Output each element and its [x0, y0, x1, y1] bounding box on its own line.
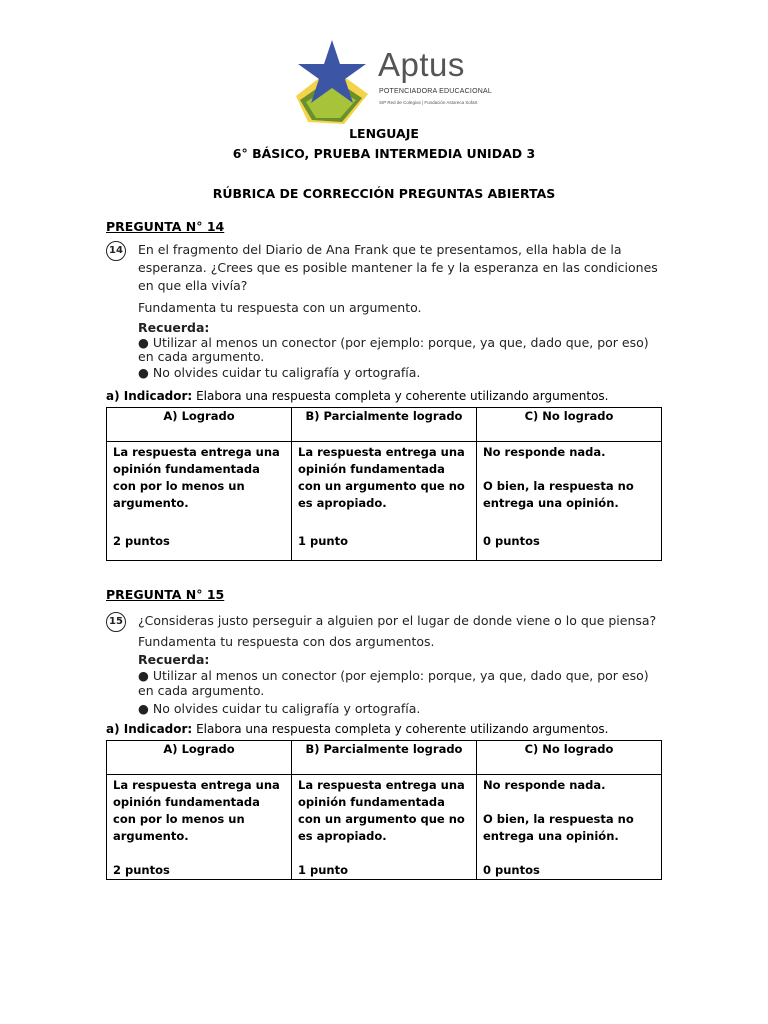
cell-description: La respuesta entrega una opinión fundamentada con por lo menos un argumento. — [113, 445, 280, 510]
indicator-label: a) Indicador: — [106, 389, 193, 403]
question-instruction: Fundamenta tu respuesta con un argumento. — [138, 300, 422, 315]
cell-no-logrado — [477, 442, 662, 561]
reminder-bullet-1-cont: en cada argumento. — [138, 349, 265, 364]
question-number-badge: 14 — [106, 241, 126, 261]
cell-points: 0 puntos — [483, 534, 540, 548]
reminder-bullet-1: ● Utilizar al menos un conector (por ejemplo: porque, ya que, dado que, por eso) — [138, 335, 649, 350]
cell-points: 2 puntos — [113, 863, 170, 877]
star-logo-icon — [286, 38, 378, 124]
table-header-row — [107, 741, 662, 775]
header-no-logrado: C) No logrado — [477, 408, 662, 442]
rubric-table-15 — [106, 740, 662, 880]
table-header-row — [107, 408, 662, 442]
header-logrado: A) Logrado — [107, 408, 292, 442]
cell-points: 2 puntos — [113, 534, 170, 548]
indicator-label: a) Indicador: — [106, 722, 193, 736]
header-parcialmente-logrado: B) Parcialmente logrado — [292, 741, 477, 775]
reminder-bullet-2: ● No olvides cuidar tu caligrafía y ortografía. — [138, 701, 421, 716]
recuerda-label: Recuerda: — [138, 320, 210, 335]
brand-subtag: SIP Red de Colegios | Fundación Astoreca Sofart — [379, 100, 478, 105]
question-text: ¿Consideras justo perseguir a alguien por el lugar de donde viene o lo que piensa? — [138, 613, 657, 628]
header-logrado: A) Logrado — [107, 741, 292, 775]
table-row — [107, 442, 662, 561]
reminder-bullet-2: ● No olvides cuidar tu caligrafía y ortografía. — [138, 365, 421, 380]
indicator-14 — [106, 389, 608, 403]
rubric-table-14 — [106, 407, 662, 561]
question-text: En el fragmento del Diario de Ana Frank que te presentamos, ella habla de la esperanza. ¿Crees que es posible mantener la fe y la esperanza en las condiciones en que ella vivía? — [138, 242, 658, 293]
question-15-block — [106, 612, 666, 722]
reminder-bullet-1: ● Utilizar al menos un conector (por ejemplo: porque, ya que, dado que, por eso) — [138, 668, 649, 683]
indicator-text: Elabora una respuesta completa y coherente utilizando argumentos. — [196, 722, 609, 736]
aptus-logo — [286, 38, 492, 124]
cell-no-logrado — [477, 775, 662, 880]
grade-heading: 6° BÁSICO, PRUEBA INTERMEDIA UNIDAD 3 — [232, 146, 536, 161]
cell-parcialmente-logrado — [292, 442, 477, 561]
question-14-block — [106, 241, 666, 386]
cell-points: 0 puntos — [483, 863, 540, 877]
question-14-title: PREGUNTA N° 14 — [106, 219, 225, 234]
cell-description-extra: O bien, la respuesta no entrega una opinión. — [483, 479, 634, 510]
rubric-title: RÚBRICA DE CORRECCIÓN PREGUNTAS ABIERTAS — [212, 186, 556, 201]
subject-heading: LENGUAJE — [349, 126, 419, 141]
cell-logrado — [107, 442, 292, 561]
cell-description-extra: O bien, la respuesta no entrega una opinión. — [483, 812, 634, 843]
brand-name: Aptus — [378, 46, 465, 83]
cell-description: La respuesta entrega una opinión fundamentada con un argumento que no es apropiado. — [298, 445, 465, 510]
brand-tagline: POTENCIADORA EDUCACIONAL — [379, 88, 492, 95]
cell-parcialmente-logrado — [292, 775, 477, 880]
header-no-logrado: C) No logrado — [477, 741, 662, 775]
question-instruction: Fundamenta tu respuesta con dos argumentos. — [138, 634, 435, 649]
indicator-text: Elabora una respuesta completa y coherente utilizando argumentos. — [196, 389, 609, 403]
recuerda-label: Recuerda: — [138, 652, 210, 667]
reminder-bullet-1-cont: en cada argumento. — [138, 683, 265, 698]
cell-description: No responde nada. — [483, 445, 606, 459]
cell-logrado — [107, 775, 292, 880]
cell-description: No responde nada. — [483, 778, 606, 792]
cell-description: La respuesta entrega una opinión fundamentada con por lo menos un argumento. — [113, 778, 280, 843]
cell-points: 1 punto — [298, 534, 349, 548]
header-parcialmente-logrado: B) Parcialmente logrado — [292, 408, 477, 442]
cell-points: 1 punto — [298, 863, 349, 877]
indicator-15 — [106, 722, 608, 736]
question-number-badge: 15 — [106, 612, 126, 632]
question-15-title: PREGUNTA N° 15 — [106, 587, 225, 602]
cell-description: La respuesta entrega una opinión fundamentada con un argumento que no es apropiado. — [298, 778, 465, 843]
table-row — [107, 775, 662, 880]
